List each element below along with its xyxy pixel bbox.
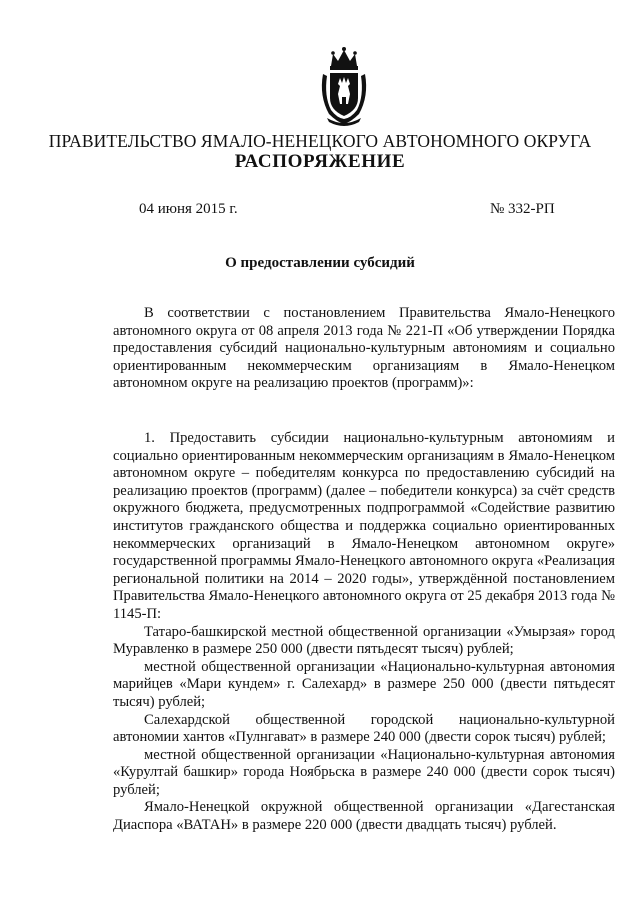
intro-paragraph: В соответствии с постановлением Правительства Ямало-Ненецкого автономного округа от 08 апреля 2013 года № 221-П «Об утверждении Порядка предоставления субсидий национально-культурным автономиям и социально ориентированным некоммерческим организациям в Ямало-Ненецком автономном округе на реализацию проектов (программ)»: [113, 305, 615, 392]
main-paragraph-block [113, 430, 615, 835]
intro-paragraph-block [113, 305, 615, 393]
recipient-item: Татаро-башкирской местной общественной организации «Умырзая» город Муравленко в размере 250 000 (двести пятьдесят тысяч) рублей; [113, 623, 615, 658]
recipient-item: Салехардской общественной городской национально-культурной автономии хантов «Пулнгават» в размере 240 000 (двести сорок тысяч) рублей; [113, 711, 615, 746]
recipient-item: местной общественной организации «Национально-культурная автономия «Курултай башкир» города Ноябрьска в размере 240 000 (двести сорок тысяч) рублей; [113, 746, 615, 798]
document-number: № 332-РП [490, 201, 555, 217]
document-subject: О предоставлении субсидий [225, 255, 415, 271]
main-paragraph: 1. Предоставить субсидии национально-культурным автономиям и социально ориентированным некоммерческим организациям в Ямало-Ненецком автономном округе – победителям конкурса по предоставлению субсидий на реализацию проектов (программ) (далее – победители конкурса) за счёт средств окружного бюджета, предусмотренных подпрограммой «Содействие развитию институтов гражданского общества и поддержка социально ориентированных некоммерческих организаций в Ямало-Ненецком автономном округе» государственной программы Ямало-Ненецкого автономного округа «Реализация региональной политики на 2014 – 2020 годы», утверждённой постановлением Правительства Ямало-Ненецкого автономного округа от 25 декабря 2013 года № 1145-П: [113, 430, 615, 622]
document-type: РАСПОРЯЖЕНИЕ [234, 151, 406, 172]
recipient-item: Ямало-Ненецкой окружной общественной организации «Дагестанская Диаспора «ВАТАН» в размере 220 000 (двести двадцать тысяч) рублей. [113, 799, 615, 834]
government-title: ПРАВИТЕЛЬСТВО ЯМАЛО-НЕНЕЦКОГО АВТОНОМНОГО ОКРУГА [48, 131, 592, 151]
document-date: 04 июня 2015 г. [139, 201, 238, 217]
yamal-nenets-coat-of-arms-icon [317, 46, 371, 126]
recipient-item: местной общественной организации «Национально-культурная автономия марийцев «Мари кундем» г. Салехард» в размере 250 000 (двести пятьдесят тысяч) рублей; [113, 658, 615, 710]
